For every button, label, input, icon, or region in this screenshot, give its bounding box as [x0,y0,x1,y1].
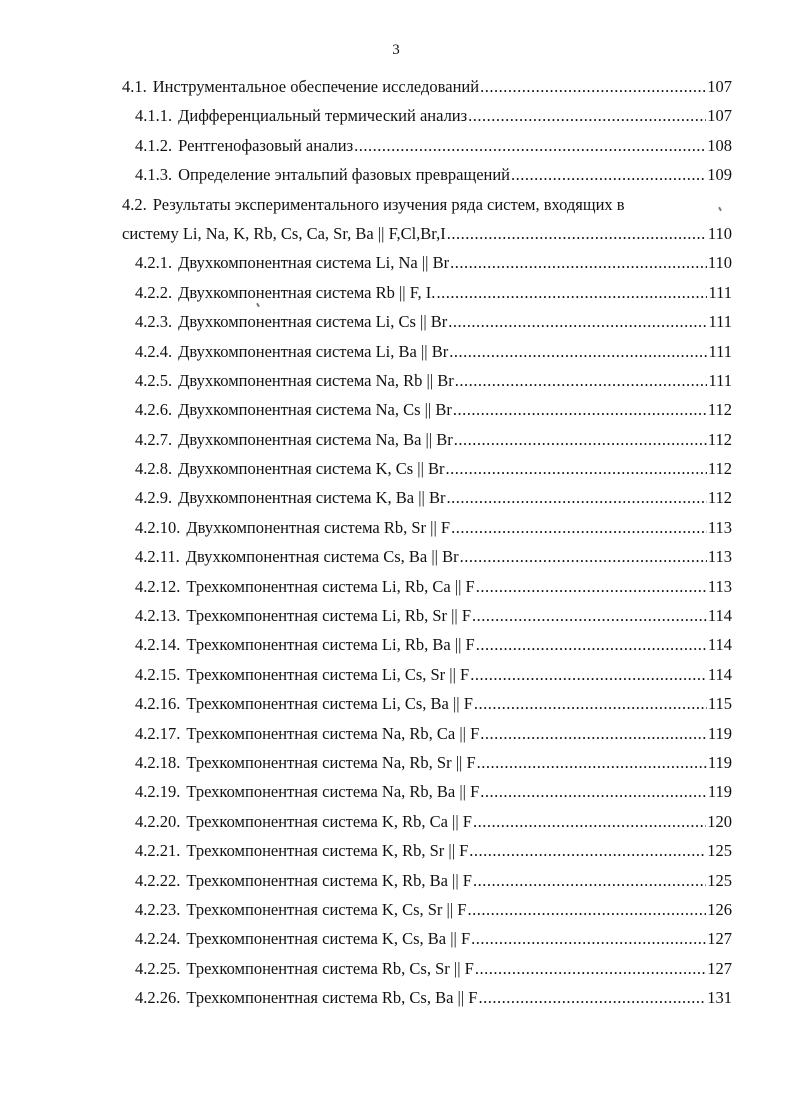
dot-leader [450,248,707,277]
toc-entry-page: 115 [707,694,732,714]
toc-entry-number: 4.2.26. [135,988,181,1008]
toc-entry-number: 4.2.24. [135,929,181,949]
toc-entry-number: 4.2.9. [135,488,173,508]
dot-leader [474,689,707,718]
toc-entry-title: систему Li, Na, K, Rb, Cs, Ca, Sr, Ba || F,Cl,Br,I [122,223,446,243]
dot-leader [454,425,707,454]
dot-leader [473,866,706,895]
toc-entry-number: 4.2.23. [135,899,181,919]
toc-entry-number: 4.2.1. [135,253,173,273]
toc-entry-number: 4.2.2. [135,282,173,302]
toc-entry-number: 4.2.4. [135,341,173,361]
toc-entry-page: 112 [707,400,732,420]
toc-entry-title: Двухкомпонентная система Li, Cs || Br [178,312,448,332]
toc-entry [0,836,792,865]
toc-entry [0,895,792,924]
toc-entry-number: 4.2.10. [135,517,181,537]
toc-entry-first-line [122,190,625,219]
toc-entry-number: 4.2.18. [135,752,181,772]
dot-leader [480,719,707,748]
toc-entry-number: 4.1. [122,77,147,96]
toc-entry-page: 119 [707,782,732,802]
toc-entry-title: Двухкомпонентная система Na, Cs || Br [178,400,452,420]
toc-entry-page: 111 [708,282,732,302]
toc-entry-title: Рентгенофазовый анализ [178,135,354,155]
toc-entry-title: Двухкомпонентная система Li, Ba || Br [178,341,449,361]
dot-leader [446,454,707,483]
toc-entry-page: 107 [707,77,732,96]
toc-entry [0,160,792,189]
toc-entry-title: Трехкомпонентная система Li, Rb, Sr || F [186,606,472,626]
toc-entry-page: 112 [707,488,732,508]
toc-entry-title: Трехкомпонентная система Li, Rb, Ba || F [186,635,475,655]
toc-entry-page: 108 [707,135,732,155]
toc-entry [0,954,792,983]
dot-leader [477,748,707,777]
toc-entry [0,601,792,630]
toc-entry [0,337,792,366]
toc-entry-number: 4.2.12. [135,576,181,596]
toc-entry-title: Трехкомпонентная система Rb, Cs, Ba || F [186,988,478,1008]
toc-entry [0,483,792,512]
toc-entry-title: Определение энтальпий фазовых превращений [178,165,511,185]
toc-entry-page: 109 [707,165,732,185]
dot-leader [475,954,706,983]
toc-entry [0,748,792,777]
dot-leader [455,366,708,395]
toc-entry-title: Инструментальное обеспечение исследований [152,77,480,96]
toc-entry [0,101,792,130]
dot-leader [478,983,706,1012]
toc-entry-title: Двухкомпонентная система K, Cs || Br [178,459,445,479]
toc-entry-title: Трехкомпонентная система Li, Rb, Ca || F [186,576,475,596]
toc-entry-title: Дифференциальный термический анализ [178,106,468,126]
toc-entry-page: 112 [707,429,732,449]
toc-entry [0,542,792,571]
toc-entry-number: 4.2.5. [135,370,173,390]
toc-entry-title: Трехкомпонентная система Na, Rb, Ba || F [186,782,480,802]
toc-entry-page: 111 [708,312,732,332]
toc-entry [0,454,792,483]
dot-leader [448,307,707,336]
toc-entry [0,366,792,395]
dot-leader [436,278,707,307]
toc-entry-number: 4.1.3. [135,165,173,185]
toc-entry-page: 114 [707,664,732,684]
toc-entry-title: Двухкомпонентная система K, Ba || Br [178,488,446,508]
toc-entry-title: Трехкомпонентная система K, Cs, Ba || F [186,929,471,949]
toc-entry-title: Трехкомпонентная система K, Cs, Sr || F [186,899,467,919]
toc-entry [0,131,792,160]
toc-entry [0,777,792,806]
dot-leader [449,337,707,366]
dot-leader [354,131,706,160]
toc-entry [0,190,792,219]
toc-entry-page: 107 [707,106,732,126]
toc-entry [0,278,792,307]
toc-entry-title: Трехкомпонентная система Li, Cs, Ba || F [186,694,473,714]
dot-leader [473,807,706,836]
toc-entry-title: Трехкомпонентная система Rb, Cs, Sr || F [186,958,474,978]
toc-entry-number: 4.2.16. [135,694,181,714]
toc-entry-number: 4.2.8. [135,459,173,479]
toc-entry [0,630,792,659]
dot-leader [480,72,706,101]
dot-leader [468,101,706,130]
toc-entry-page: 114 [707,635,732,655]
toc-entry-title: Трехкомпонентная система Li, Cs, Sr || F [186,664,470,684]
dot-leader [471,924,706,953]
dot-leader [476,572,707,601]
toc-entry-page: 120 [707,811,732,831]
toc-entry-page: 114 [707,606,732,626]
toc-entry [0,866,792,895]
dot-leader [467,895,706,924]
toc-entry-title: Трехкомпонентная система K, Rb, Ca || F [186,811,472,831]
toc-entry [0,689,792,718]
toc-entry-number: 4.2.3. [135,312,173,332]
toc-entry-page: 112 [707,459,732,479]
toc-entry [0,72,792,101]
toc-entry-title: Двухкомпонентная система Li, Na || Br [178,253,450,273]
toc-entry-number: 4.2.22. [135,870,181,890]
toc-entry-page: 119 [707,723,732,743]
toc-entry-page: 110 [707,223,732,243]
toc-entry-number: 4.2.15. [135,664,181,684]
dot-leader [472,601,707,630]
toc-entry-page: 111 [708,370,732,390]
page-number: 3 [392,42,400,58]
toc-entry-title: Трехкомпонентная система K, Rb, Sr || F [186,841,469,861]
toc-entry-title: Двухкомпонентная система Na, Ba || Br [178,429,453,449]
toc-entry [0,719,792,748]
toc-entry-page: 110 [707,253,732,273]
dot-leader [446,483,706,512]
toc-entry [0,924,792,953]
toc-entry-number: 4.2.14. [135,635,181,655]
toc-entry [0,395,792,424]
toc-entry-page: 111 [708,341,732,361]
toc-entry-number: 4.2.7. [135,429,173,449]
table-of-contents [0,72,792,1013]
toc-entry-number: 4.2.19. [135,782,181,802]
dot-leader [460,542,707,571]
toc-entry-page: 126 [707,899,732,919]
toc-entry-page: 113 [707,576,732,596]
dot-leader [451,513,707,542]
toc-entry-page: 119 [707,752,732,772]
toc-entry-page: 113 [707,517,732,537]
dot-leader [453,395,707,424]
toc-entry-title: Трехкомпонентная система Na, Rb, Ca || F [186,723,480,743]
toc-entry-number: 4.2.21. [135,841,181,861]
toc-entry-page: 113 [707,547,732,567]
toc-entry-title: Двухкомпонентная система Rb || F, I. [178,282,436,302]
toc-entry-page: 125 [707,841,732,861]
toc-entry-page: 127 [707,929,732,949]
toc-entry-page: 131 [707,988,732,1008]
toc-entry-number: 4.2.11. [135,547,180,567]
toc-entry [0,307,792,336]
toc-entry-title: Трехкомпонентная система Na, Rb, Sr || F [186,752,476,772]
toc-entry-number: 4.2.20. [135,811,181,831]
toc-entry-title-line1: Результаты экспериментального изучения ряда систем, входящих в [152,194,625,214]
toc-entry [0,425,792,454]
dot-leader [511,160,706,189]
toc-entry-number: 4.2.25. [135,958,181,978]
dot-leader [480,777,707,806]
toc-entry-number: 4.2.6. [135,400,173,420]
dot-leader [476,630,707,659]
toc-entry-number: 4.1.1. [135,106,173,126]
dot-leader [447,219,707,248]
toc-entry [0,983,792,1012]
toc-entry-page: 125 [707,870,732,890]
toc-entry [0,660,792,689]
toc-entry-number: 4.2. [122,194,147,214]
toc-entry [0,248,792,277]
toc-entry-continuation [0,219,792,248]
toc-entry [0,513,792,542]
toc-entry-number: 4.2.13. [135,606,181,626]
toc-entry-title: Двухкомпонентная система Cs, Ba || Br [185,547,459,567]
toc-entry-number: 4.1.2. [135,135,173,155]
toc-entry-page: 127 [707,958,732,978]
toc-entry [0,807,792,836]
dot-leader [470,660,707,689]
toc-entry-title: Трехкомпонентная система K, Rb, Ba || F [186,870,472,890]
toc-entry-number: 4.2.17. [135,723,181,743]
dot-leader [469,836,706,865]
toc-entry-title: Двухкомпонентная система Rb, Sr || F [186,517,451,537]
toc-entry [0,572,792,601]
toc-entry-title: Двухкомпонентная система Na, Rb || Br [178,370,454,390]
